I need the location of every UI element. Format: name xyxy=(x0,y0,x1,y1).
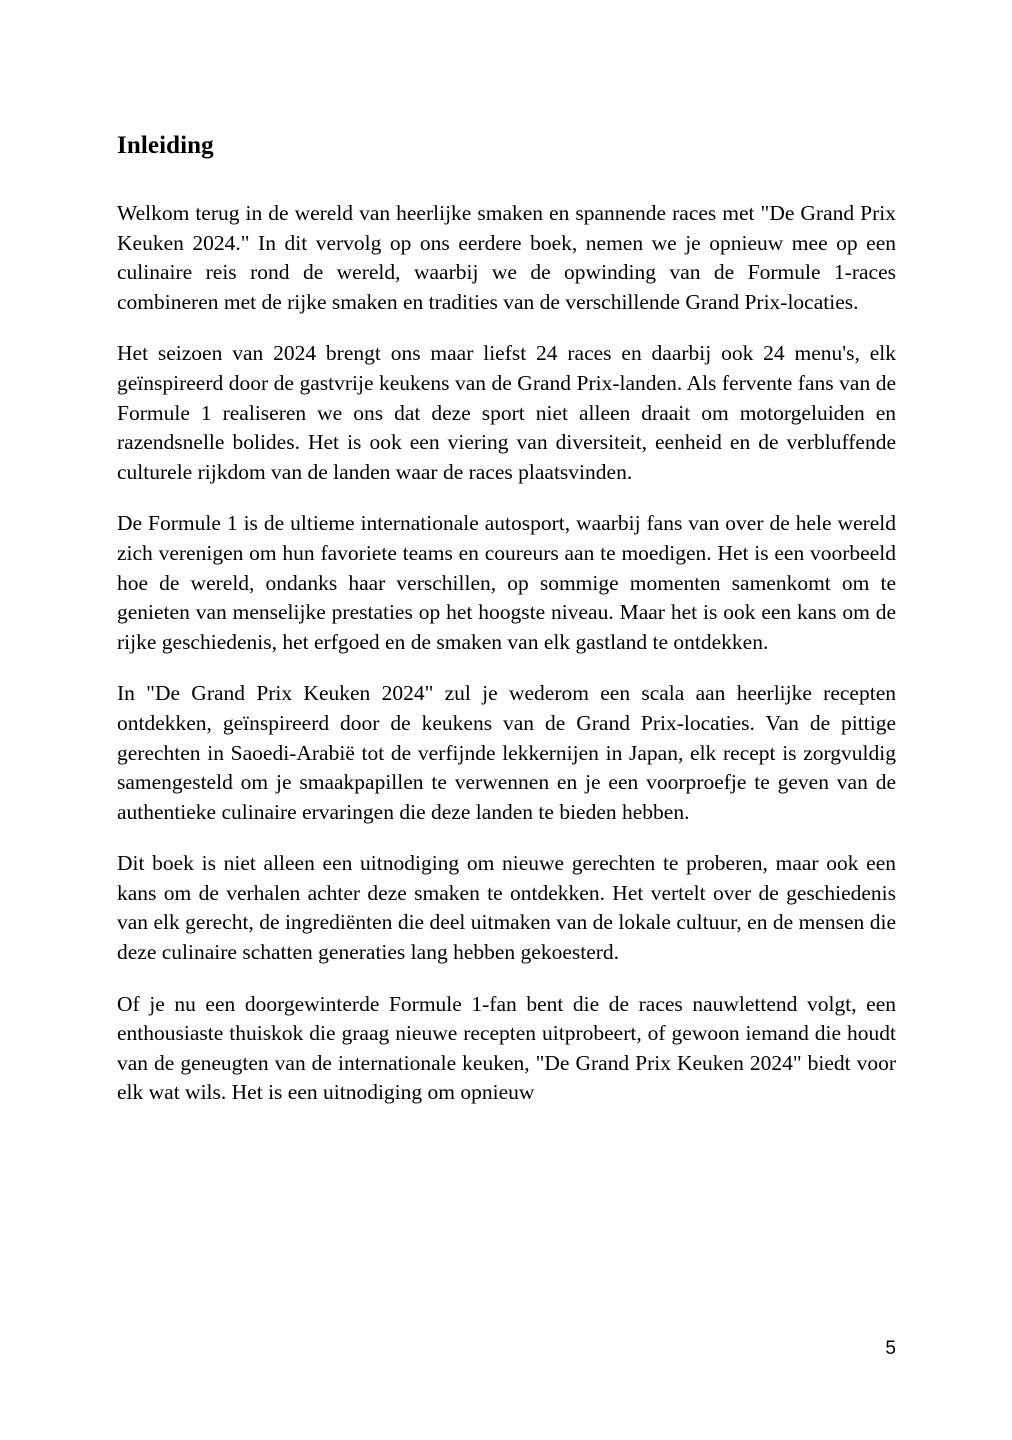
page-title: Inleiding xyxy=(117,132,214,159)
body-paragraph: Welkom terug in de wereld van heerlijke smaken en spannende races met "De Grand Prix Keuken 2024." In dit vervolg op ons eerdere boek, nemen we je opnieuw mee op een culinaire reis rond de wereld, waarbij we de opwinding van de Formule 1-races combineren met de rijke smaken en tradities van de verschillende Grand Prix-locaties. xyxy=(117,201,896,314)
body-paragraph: Het seizoen van 2024 brengt ons maar liefst 24 races en daarbij ook 24 menu's, elk geïnspireerd door de gastvrije keukens van de Grand Prix-landen. Als fervente fans van de Formule 1 realiseren we ons dat deze sport niet alleen draait om motorgeluiden en razendsnelle bolides. Het is ook een viering van diversiteit, eenheid en de verbluffende culturele rijkdom van de landen waar de races plaatsvinden. xyxy=(117,341,896,484)
page-content xyxy=(117,131,896,1108)
body-paragraph: Of je nu een doorgewinterde Formule 1-fan bent die de races nauwlettend volgt, een enthousiaste thuiskok die graag nieuwe recepten uitprobeert, of gewoon iemand die houdt van de geneugten van de internationale keuken, "De Grand Prix Keuken 2024" biedt voor elk wat wils. Het is een uitnodiging om opnieuw xyxy=(117,991,896,1105)
body-paragraph: Dit boek is niet alleen een uitnodiging om nieuwe gerechten te proberen, maar ook een kans om de verhalen achter deze smaken te ontdekken. Het vertelt over de geschiedenis van elk gerecht, de ingrediënten die deel uitmaken van de lokale cultuur, en de mensen die deze culinaire schatten generaties lang hebben gekoesterd. xyxy=(117,851,896,965)
page-number: 5 xyxy=(885,1338,896,1359)
body-paragraph: In "De Grand Prix Keuken 2024" zul je wederom een scala aan heerlijke recepten ontdekken, geïnspireerd door de keukens van de Grand Prix-locaties. Van de pittige gerechten in Saoedi-Arabië tot de verfijnde lekkernijen in Japan, elk recept is zorgvuldig samengesteld om je smaakpapillen te verwennen en je een voorproefje te geven van de authentieke culinaire ervaringen die deze landen te bieden hebben. xyxy=(117,681,896,824)
body-paragraph: De Formule 1 is de ultieme internationale autosport, waarbij fans van over de hele wereld zich verenigen om hun favoriete teams en coureurs aan te moedigen. Het is een voorbeeld hoe de wereld, ondanks haar verschillen, op sommige momenten samenkomt om te genieten van menselijke prestaties op het hoogste niveau. Maar het is ook een kans om de rijke geschiedenis, het erfgoed en de smaken van elk gastland te ontdekken. xyxy=(117,511,896,654)
